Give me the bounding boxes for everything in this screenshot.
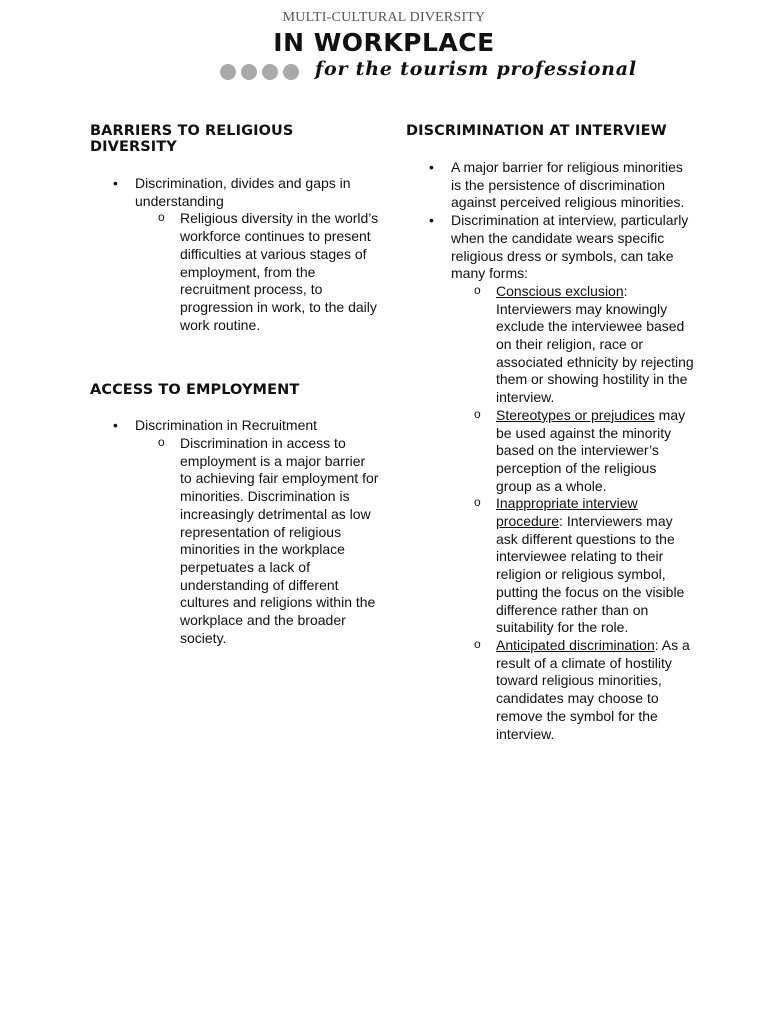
dot-icon: [262, 64, 278, 80]
sub-list-item-text: Interviewers may ask different questions to the interviewee relating to their religion or religious symbol, putting the focus on the visible difference rather than on suitability for the role.: [496, 513, 685, 636]
circle-bullet-icon: o: [474, 282, 481, 297]
bullet-icon: •: [113, 175, 118, 191]
term-inappropriate-procedure: Inappropriate interview procedure: [496, 495, 638, 530]
term-conscious-exclusion: Conscious exclusion: [496, 282, 624, 299]
list-item: [406, 212, 696, 283]
section-heading-barriers: BARRIERS TO RELIGIOUS DIVERSITY: [90, 123, 294, 155]
decorative-dots: [220, 64, 299, 80]
sub-list-item-text: Discrimination in access to employment is a major barrier to achieving fair employment for minorities. Discrimination is increasingly detrimental as low representation of religious minorities in the workplace perpetuates a lack of understanding of different cultures and religions within the workplace and the broader society.: [180, 435, 379, 646]
list-item-text: Discrimination in Recruitment: [135, 417, 318, 434]
circle-bullet-icon: o: [158, 210, 165, 225]
dot-icon: [220, 64, 236, 80]
list-item-text: Discrimination, divides and gaps in understanding: [135, 175, 351, 209]
section-heading-access: ACCESS TO EMPLOYMENT: [90, 382, 300, 399]
term-stereotypes: Stereotypes or prejudices: [496, 406, 655, 423]
sub-list-item: [406, 283, 696, 407]
script-subtitle: for the tourism professional: [315, 58, 637, 80]
barriers-list: [90, 175, 380, 334]
right-column: [406, 123, 696, 743]
access-list: [90, 417, 380, 647]
sub-list-item: [406, 407, 696, 496]
list-item-text: A major barrier for religious minorities is the persistence of discrimination against perceived religious minorities.: [451, 159, 685, 211]
term-anticipated-discrimination: Anticipated discrimination: [496, 636, 655, 653]
term-separator: :: [654, 636, 659, 653]
term-separator: :: [559, 513, 563, 530]
list-item-text: Discrimination at interview, particularly when the candidate wears specific religious dress or symbols, can take many forms:: [451, 212, 689, 282]
bullet-icon: •: [429, 159, 434, 175]
bullet-icon: •: [113, 417, 118, 434]
sub-list-item: [90, 435, 380, 647]
sub-list-item-text: may be used against the minority based on the interviewer’s perception of the religious group as a whole.: [496, 406, 686, 494]
interview-list: [406, 159, 696, 743]
bullet-icon: •: [429, 212, 434, 229]
sub-list-item-text: Religious diversity in the world’s workforce continues to present difficulties at various stages of employment, from the recruitment process, to progression in work, to the daily work routine.: [180, 210, 379, 333]
sub-list-item: [406, 495, 696, 637]
kicker-title: MULTI-CULTURAL DIVERSITY: [282, 10, 486, 25]
sub-list-item-text: Interviewers may knowingly exclude the interviewee based on their religion, race or associated ethnicity by rejecting them or showing hostility in the interview.: [496, 300, 694, 406]
list-item: [90, 175, 380, 210]
circle-bullet-icon: o: [158, 435, 165, 450]
left-column: [90, 123, 380, 647]
sub-list-item: [90, 210, 380, 334]
section-heading-interview: DISCRIMINATION AT INTERVIEW: [406, 123, 667, 139]
list-item: [406, 159, 696, 212]
circle-bullet-icon: o: [474, 406, 481, 421]
list-item: [90, 417, 380, 435]
circle-bullet-icon: o: [474, 636, 481, 651]
sub-list-item-text: As a result of a climate of hostility toward religious minorities, candidates may choose to remove the symbol for the interview.: [496, 636, 690, 742]
term-separator: :: [623, 282, 628, 299]
main-title: IN WORKPLACE: [273, 28, 495, 57]
dot-icon: [241, 64, 257, 80]
sub-list-item: [406, 637, 696, 743]
section-access: [90, 382, 380, 647]
circle-bullet-icon: o: [474, 495, 481, 510]
dot-icon: [283, 64, 299, 80]
